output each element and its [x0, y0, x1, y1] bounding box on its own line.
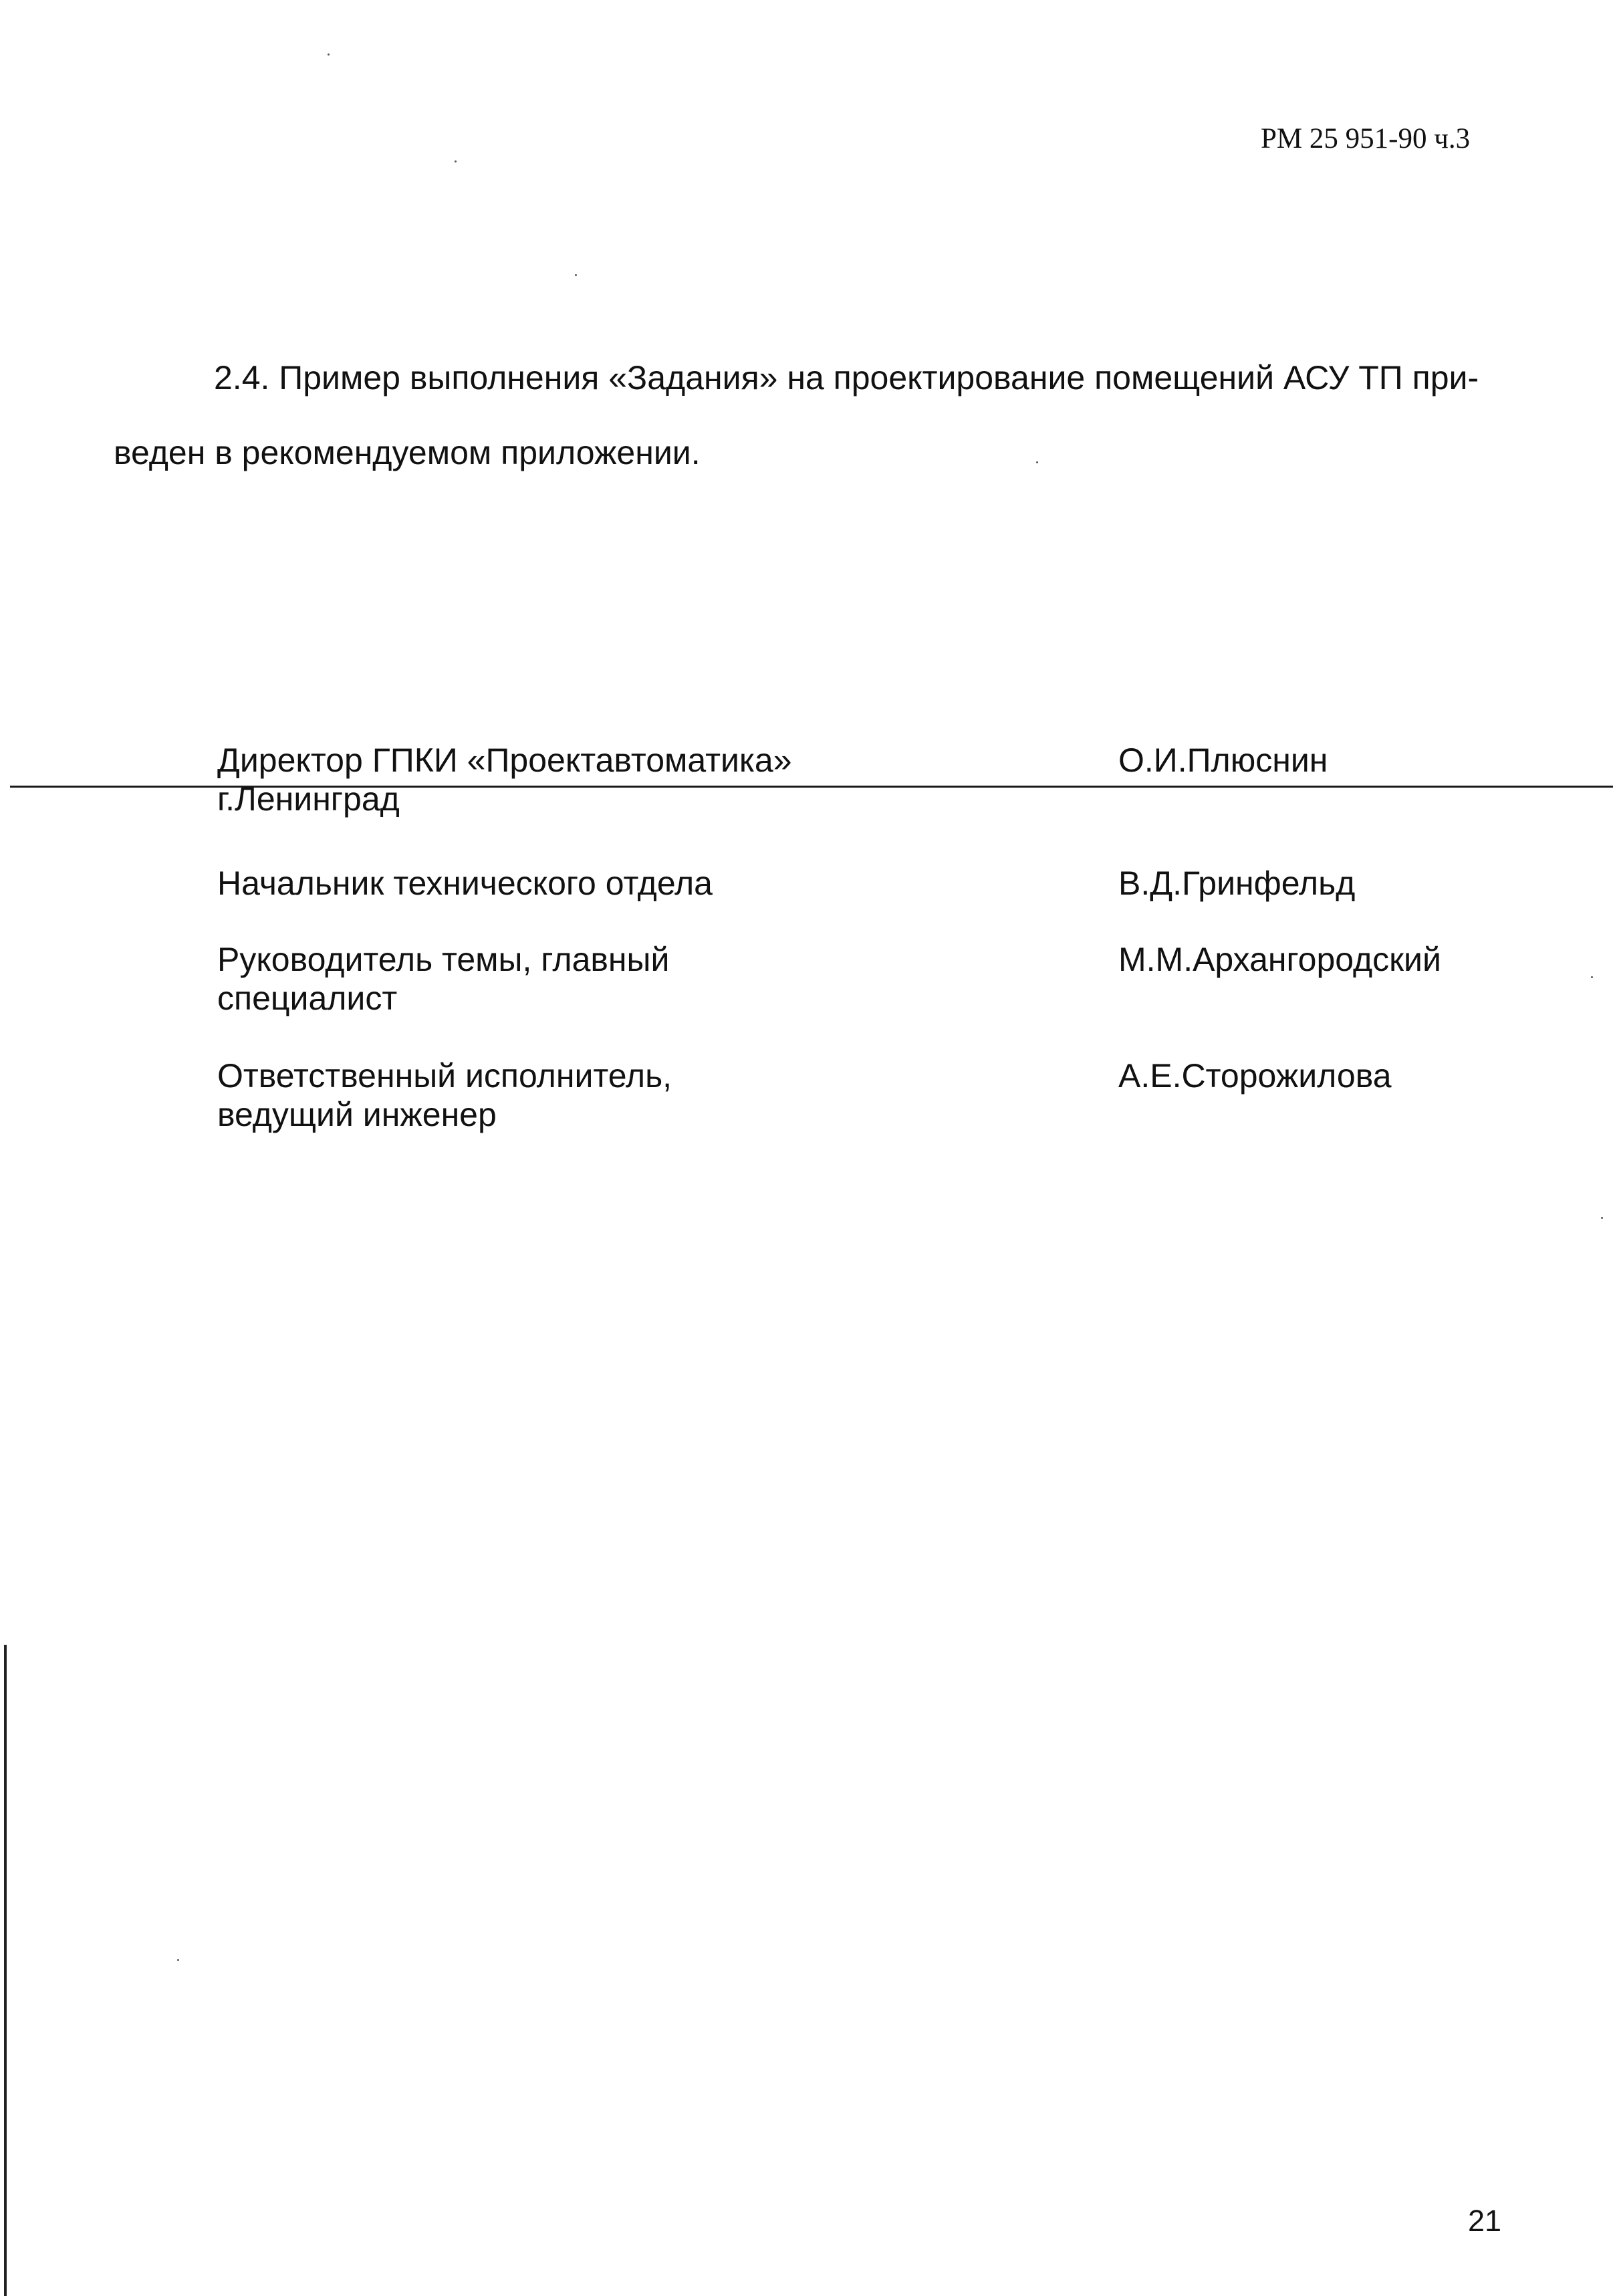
signature-row	[217, 940, 1594, 1027]
signature-name: О.И.Плюснин	[1118, 741, 1328, 779]
paragraph-line-2: веден в рекомендуемом приложении.	[114, 434, 701, 471]
signature-role-line: Начальник технического отдела	[217, 865, 713, 902]
signature-name: М.М.Архангородский	[1118, 941, 1441, 978]
signature-row	[217, 864, 1594, 911]
signature-role-line: специалист	[217, 980, 398, 1017]
scan-speck	[575, 274, 577, 276]
signature-role	[217, 1056, 1019, 1134]
signature-role-line: Директор ГПКИ «Проектавтоматика»	[217, 741, 792, 779]
scan-speck	[1601, 1217, 1603, 1219]
signature-role	[217, 741, 1019, 818]
scan-speck	[328, 53, 330, 55]
scan-speck	[177, 1959, 179, 1961]
signature-name: А.Е.Сторожилова	[1118, 1057, 1392, 1095]
signature-name: В.Д.Гринфельд	[1118, 865, 1356, 902]
document-code: РМ 25 951-90 ч.3	[1261, 123, 1471, 154]
scan-edge-mark	[4, 1645, 7, 2296]
signature-role-line: Ответственный исполнитель,	[217, 1057, 672, 1095]
paragraph-line-1: 2.4. Пример выполнения «Задания» на проектирование помещений АСУ ТП при-	[214, 359, 1479, 396]
signature-role-line: г.Ленинград	[217, 780, 400, 818]
signature-role	[217, 864, 1019, 903]
scan-speck	[1036, 461, 1038, 463]
signature-role-line: ведущий инженер	[217, 1096, 497, 1133]
signature-row	[217, 1056, 1594, 1143]
signature-role-line: Руководитель темы, главный	[217, 941, 670, 978]
scan-speck	[455, 160, 457, 162]
scan-speck	[1591, 976, 1593, 978]
signature-row	[217, 741, 1594, 828]
page-number: 21	[1468, 2204, 1502, 2238]
signature-role	[217, 940, 1019, 1018]
